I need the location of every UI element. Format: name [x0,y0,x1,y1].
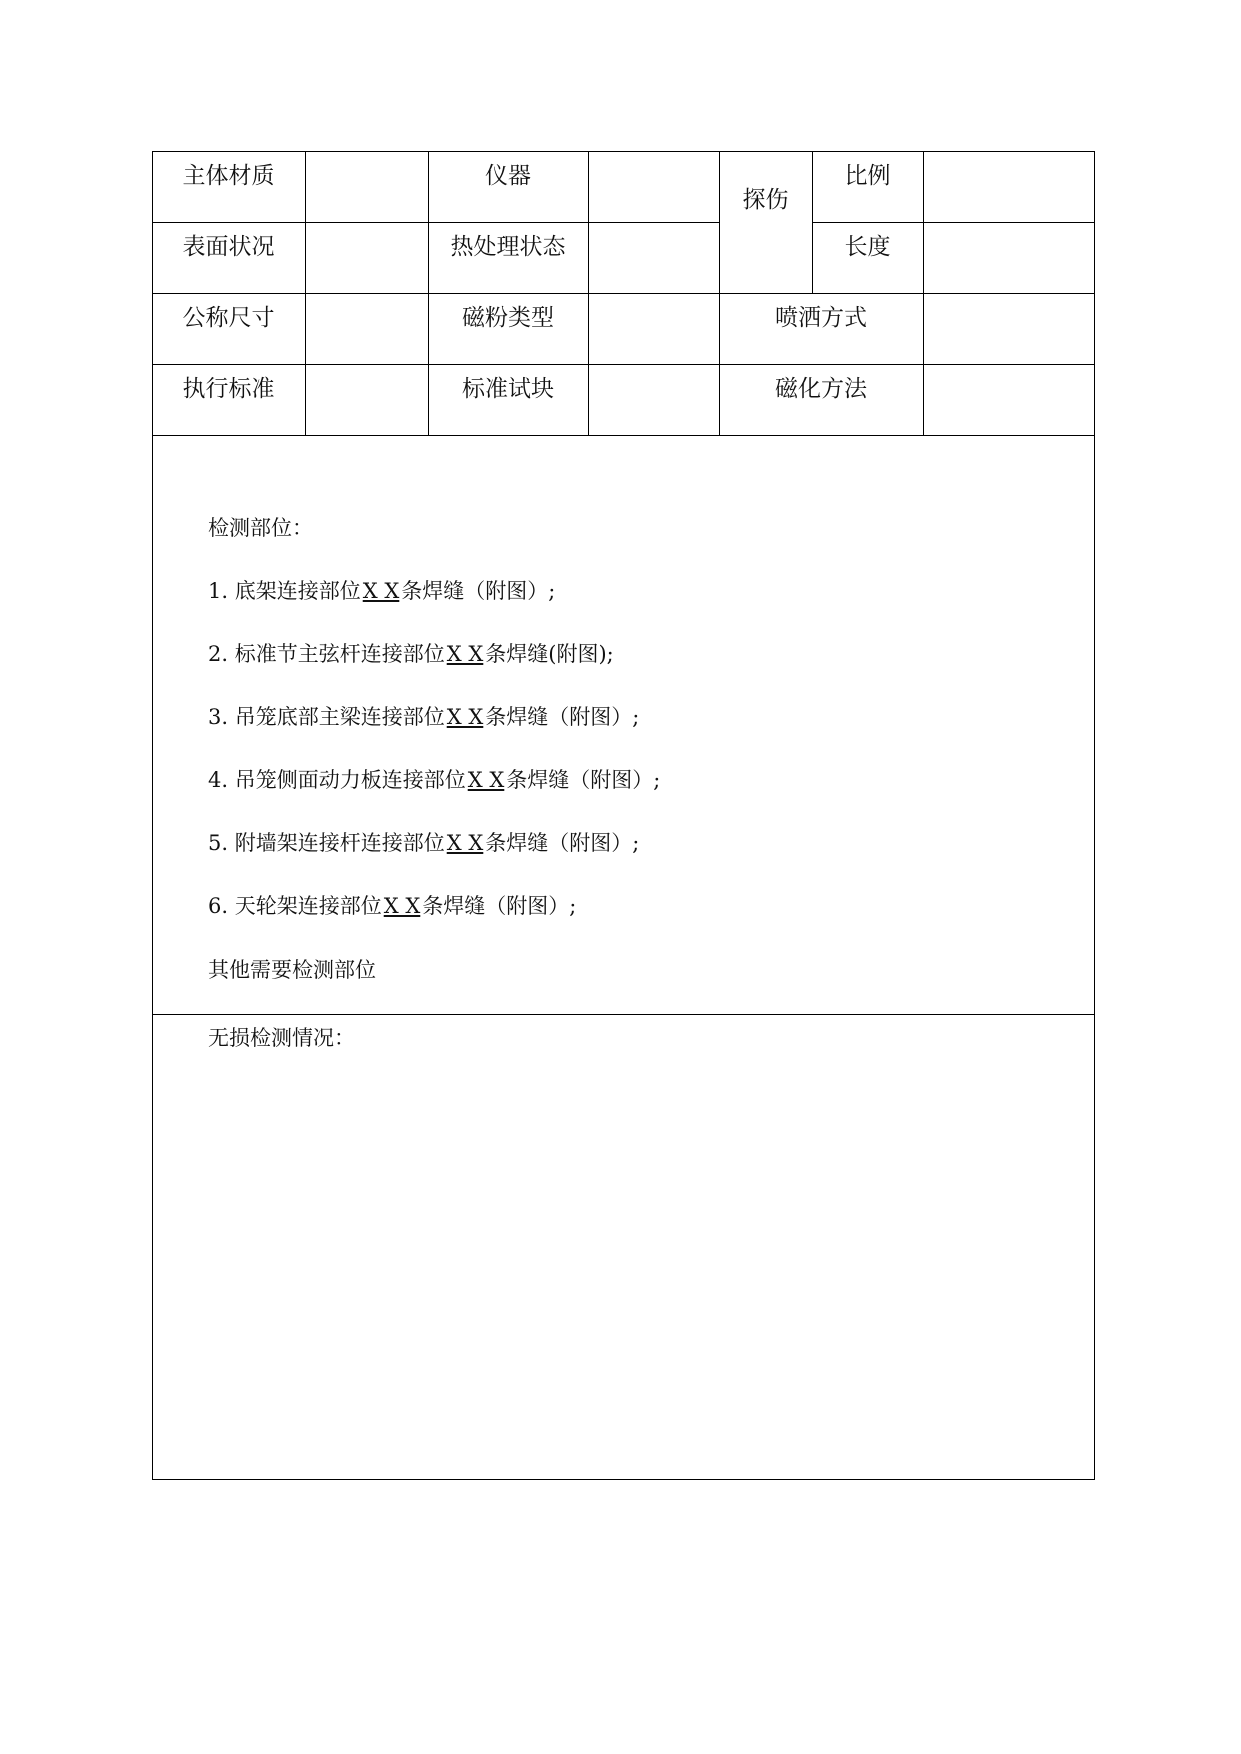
item-text: 2. 标准节主弦杆连接部位 [208,642,445,666]
col-divider-6 [923,151,924,435]
row-divider-2 [152,293,1095,294]
row-divider-3 [152,364,1095,365]
item-suffix: 条焊缝（附图）; [506,768,661,792]
table-bottom-rule [152,435,1095,436]
other-detection-parts: 其他需要检测部位 [208,958,376,982]
nominal-size-label: 公称尺寸 [182,305,275,331]
testing-label: 探伤 [742,187,789,213]
surface-label: 表面状况 [182,234,275,260]
powder-type-label: 磁粉类型 [462,305,554,331]
standard-label: 执行标准 [182,376,275,402]
instrument-label: 仪器 [485,163,531,189]
detection-item [208,703,639,731]
detection-item [208,640,614,668]
weld-count-mark: X X [362,579,400,603]
spray-method-label: 喷洒方式 [775,305,867,331]
material-label: 主体材质 [182,163,275,189]
detection-item [208,766,660,794]
item-text: 6. 天轮架连接部位 [208,894,382,918]
col-divider-3 [588,151,589,435]
weld-count-mark: X X [446,831,484,855]
detection-item [208,892,576,920]
item-text: 3. 吊笼底部主梁连接部位 [208,705,445,729]
row-divider-1b [812,222,1095,223]
item-suffix: 条焊缝（附图）; [485,831,640,855]
item-suffix: 条焊缝（附图）; [401,579,556,603]
ndt-result-heading: 无损检测情况： [208,1026,355,1050]
item-text: 1. 底架连接部位 [208,579,361,603]
item-suffix: 条焊缝（附图）; [485,705,640,729]
inspection-form-frame [152,151,1095,1480]
weld-count-mark: X X [446,705,484,729]
weld-count-mark: X X [467,768,505,792]
length-label: 长度 [844,234,891,260]
section-divider [152,1014,1095,1015]
heat-treatment-label: 热处理状态 [450,234,566,260]
col-divider-1 [305,151,306,435]
weld-count-mark: X X [446,642,484,666]
detection-item [208,829,639,857]
magnetization-label: 磁化方法 [775,376,867,402]
item-suffix: 条焊缝（附图）; [422,894,577,918]
detection-heading: 检测部位： [208,516,313,540]
ratio-label: 比例 [844,163,891,189]
weld-count-mark: X X [383,894,421,918]
row-divider-1 [152,222,719,223]
item-text: 5. 附墙架连接杆连接部位 [208,831,445,855]
item-suffix: 条焊缝(附图); [485,642,614,666]
test-block-label: 标准试块 [462,376,554,402]
item-text: 4. 吊笼侧面动力板连接部位 [208,768,466,792]
detection-item [208,577,555,605]
